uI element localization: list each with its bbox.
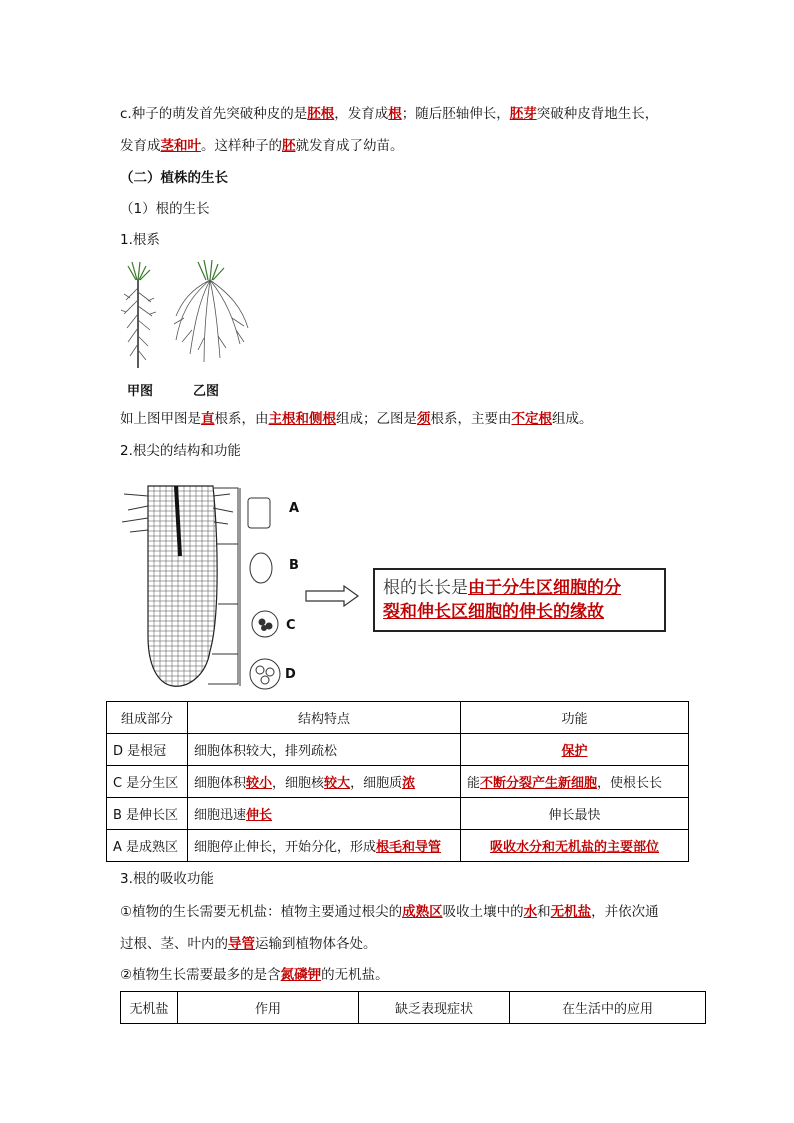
keyword: 须 bbox=[417, 411, 431, 427]
table-row bbox=[107, 830, 689, 862]
keyword: 胚 bbox=[282, 138, 296, 154]
root-tip-table bbox=[106, 701, 689, 862]
root-tip-figure bbox=[118, 476, 308, 696]
keyword: 不定根 bbox=[511, 411, 552, 427]
text: ，并依次通 bbox=[591, 904, 659, 920]
para-germination-line2 bbox=[120, 136, 404, 156]
table-header-cell: 在生活中的应用 bbox=[510, 992, 706, 1024]
table-cell: 细胞体积较大，排列疏松 bbox=[188, 734, 461, 766]
root-system-figure bbox=[118, 258, 253, 378]
callout-box bbox=[373, 568, 666, 632]
keyword: 根毛和导管 bbox=[376, 840, 442, 855]
keyword: 茎和叶 bbox=[160, 138, 201, 154]
text: 组成；乙图是 bbox=[336, 411, 417, 427]
para-absorb-line1 bbox=[120, 902, 659, 922]
keyword: 浓 bbox=[402, 776, 416, 791]
table-row bbox=[107, 766, 689, 798]
item-heading: 2.根尖的结构和功能 bbox=[120, 443, 241, 459]
text: ②植物生长需要最多的是含 bbox=[120, 967, 281, 983]
para-root-system bbox=[120, 409, 593, 429]
table-header-row bbox=[121, 992, 706, 1024]
text: 运输到植物体各处。 bbox=[255, 936, 377, 952]
keyword: 根 bbox=[388, 106, 402, 122]
item-heading: 3.根的吸收功能 bbox=[120, 871, 214, 887]
keyword: 裂和伸长区细胞的伸长的缘故 bbox=[383, 602, 604, 622]
table-header-cell: 缺乏表现症状 bbox=[359, 992, 510, 1024]
text: 发育成 bbox=[120, 138, 161, 154]
arrow-icon bbox=[304, 584, 360, 608]
keyword: 成熟区 bbox=[402, 904, 443, 920]
table-cell: B 是伸长区 bbox=[107, 798, 188, 830]
keyword: 主根和侧根 bbox=[268, 411, 336, 427]
text: 细胞迅速 bbox=[194, 808, 247, 823]
text: 的无机盐。 bbox=[321, 967, 389, 983]
keyword: 保护 bbox=[561, 744, 588, 759]
figure-caption-left: 甲图 bbox=[127, 384, 154, 399]
keyword: 较小 bbox=[246, 776, 273, 791]
text: 能 bbox=[467, 776, 481, 791]
keyword: 无机盐 bbox=[550, 904, 592, 920]
text: 过根、茎、叶内的 bbox=[120, 936, 228, 952]
table-cell: C 是分生区 bbox=[107, 766, 188, 798]
root-zone-label-d: D bbox=[285, 667, 296, 682]
text: ①植物的生长需要无机盐：植物主要通过根尖的 bbox=[120, 904, 403, 920]
table-row bbox=[107, 734, 689, 766]
text: 根系，由 bbox=[214, 411, 269, 427]
keyword: 较大 bbox=[324, 776, 351, 791]
figure-caption-right: 乙图 bbox=[193, 384, 220, 399]
root-zone-label-b: B bbox=[289, 558, 299, 573]
text: ，使根长长 bbox=[597, 776, 663, 791]
text: ，细胞质 bbox=[350, 776, 403, 791]
text: 细胞停止伸长，开始分化，形成 bbox=[194, 840, 377, 855]
keyword: 伸长 bbox=[246, 808, 273, 823]
keyword: 水 bbox=[523, 904, 538, 920]
keyword: 胚芽 bbox=[509, 106, 537, 122]
keyword: 直 bbox=[201, 411, 215, 427]
mineral-salt-table bbox=[120, 991, 706, 1024]
text: 根系，主要由 bbox=[430, 411, 512, 427]
text: 如上图甲图是 bbox=[120, 411, 201, 427]
text: ，发育成 bbox=[334, 106, 389, 122]
para-npk bbox=[120, 965, 389, 985]
table-cell: D 是根冠 bbox=[107, 734, 188, 766]
table-cell bbox=[188, 830, 461, 862]
text: 突破种皮背地生长， bbox=[536, 106, 659, 122]
text: 和 bbox=[537, 904, 551, 920]
text: 就发育成了幼苗。 bbox=[295, 138, 404, 154]
text: 根的长长是 bbox=[383, 578, 468, 598]
text: 细胞体积 bbox=[194, 776, 247, 791]
table-cell bbox=[461, 766, 689, 798]
table-header-cell: 作用 bbox=[178, 992, 359, 1024]
text: ；随后胚轴伸长， bbox=[401, 106, 510, 122]
para-absorb-line2 bbox=[120, 934, 377, 954]
table-header-cell: 功能 bbox=[461, 702, 689, 734]
text: 。这样种子的 bbox=[201, 138, 282, 154]
table-cell bbox=[188, 798, 461, 830]
text: 吸收土壤中的 bbox=[442, 904, 524, 920]
table-cell bbox=[461, 734, 689, 766]
keyword: 氮磷钾 bbox=[280, 967, 322, 983]
keyword: 不断分裂产生新细胞 bbox=[480, 776, 598, 791]
table-row bbox=[107, 798, 689, 830]
table-header-cell: 组成部分 bbox=[107, 702, 188, 734]
item-heading: 1.根系 bbox=[120, 232, 160, 248]
root-zone-label-a: A bbox=[289, 501, 300, 516]
text: 组成。 bbox=[552, 411, 593, 427]
table-header-cell: 无机盐 bbox=[121, 992, 178, 1024]
keyword: 由于分生区细胞的分 bbox=[468, 578, 621, 598]
para-germination-line1 bbox=[120, 104, 658, 124]
text: c.种子的萌发首先突破种皮的是 bbox=[120, 106, 308, 122]
section-heading: （二）植株的生长 bbox=[120, 170, 228, 186]
text: ，细胞核 bbox=[272, 776, 325, 791]
table-cell: 伸长最快 bbox=[461, 798, 689, 830]
table-header-cell: 结构特点 bbox=[188, 702, 461, 734]
keyword: 胚根 bbox=[307, 106, 335, 122]
table-header-row bbox=[107, 702, 689, 734]
table-cell: A 是成熟区 bbox=[107, 830, 188, 862]
root-zone-label-c: C bbox=[286, 618, 296, 633]
keyword: 吸收水分和无机盐的主要部位 bbox=[489, 840, 659, 855]
subsection-heading: （1）根的生长 bbox=[120, 201, 210, 217]
table-cell bbox=[188, 766, 461, 798]
keyword: 导管 bbox=[228, 936, 255, 952]
table-cell bbox=[461, 830, 689, 862]
